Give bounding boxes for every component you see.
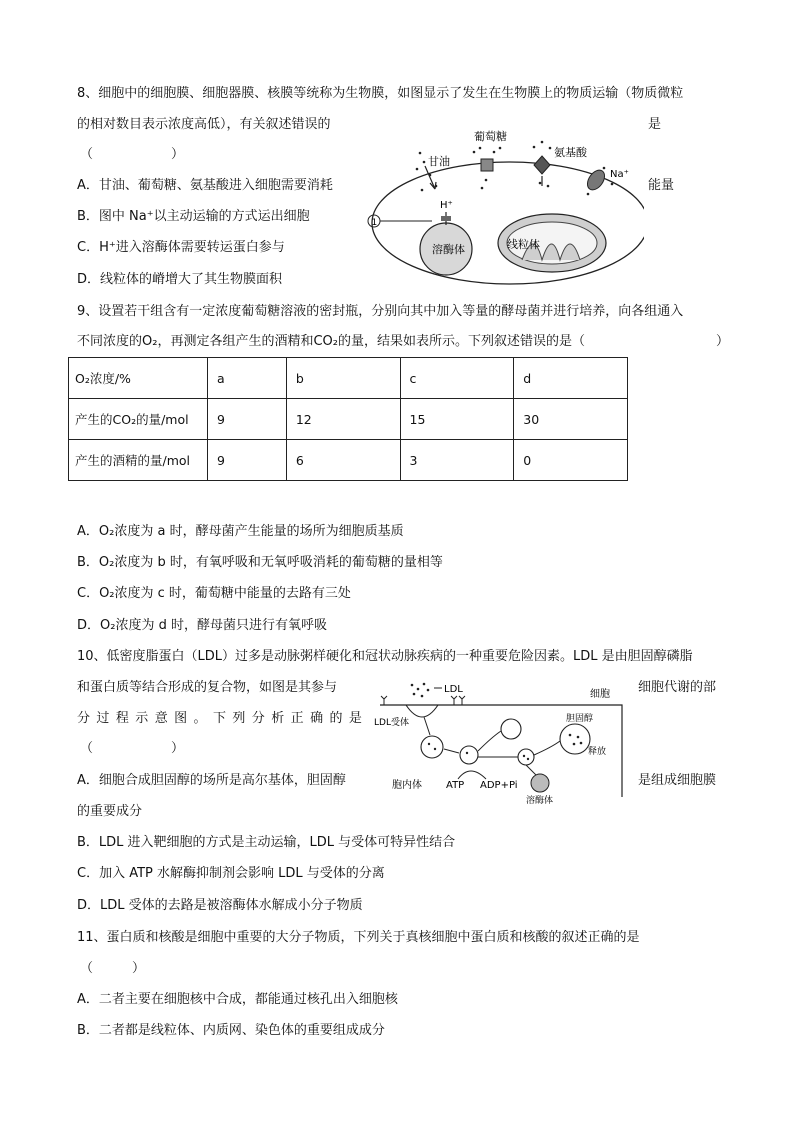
q9-option-a: A．O₂浓度为 a 时，酵母菌产生能量的场所为细胞质基质 xyxy=(77,524,404,539)
q8-option-a-tail: 能量 xyxy=(648,178,675,193)
ldl-receptor-label: LDL受体 xyxy=(374,718,409,728)
q8-option-d: D．线粒体的嵴增大了其生物膜面积 xyxy=(77,272,283,287)
atp-label: ATP xyxy=(446,780,465,791)
q8-stem-line1: 8、细胞中的细胞膜、细胞器膜、核膜等统称为生物膜，如图显示了发生在生物膜上的物质运输（物质微粒 xyxy=(77,86,684,101)
q10-option-a-cont: 的重要成分 xyxy=(77,804,143,819)
q11-stem-line1: 11、蛋白质和核酸是细胞中重要的大分子物质，下列关于真核细胞中蛋白质和核酸的叙述正确的是 xyxy=(77,930,640,945)
q10-option-c: C．加入 ATP 水解酶抑制剂会影响 LDL 与受体的分离 xyxy=(77,866,385,881)
table-cell: 6 xyxy=(286,440,400,481)
glucose-label: 葡萄糖 xyxy=(474,130,507,143)
cell-label: 细胞 xyxy=(590,689,610,700)
amino-acid-carrier xyxy=(534,156,550,174)
table-header-cell: 产生的酒精的量/mol xyxy=(69,440,208,481)
q11-option-a: A．二者主要在细胞核中合成，都能通过核孔出入细胞核 xyxy=(77,992,398,1007)
release-label: 释放 xyxy=(588,747,607,757)
q8-option-c: C．H⁺进入溶酶体需要转运蛋白参与 xyxy=(77,240,285,255)
q10-option-a-tail: 是组成细胞膜 xyxy=(638,773,717,788)
q9-stem-line2: 不同浓度的O₂，再测定各组产生的酒精和CO₂的量，结果如表所示。下列叙述错误的是（ xyxy=(77,334,585,349)
q11-option-b: B．二者都是线粒体、内质网、染色体的重要组成成分 xyxy=(77,1023,385,1038)
q8-answer-blank: （ ） xyxy=(80,147,185,162)
table-row xyxy=(69,440,628,481)
q8-membrane-transport-figure xyxy=(362,128,644,290)
q10-answer-blank: （ ） xyxy=(80,741,185,756)
circled-one-label: 1 xyxy=(371,218,378,228)
mitochondrion-label: 线粒体 xyxy=(507,238,540,251)
amino-acid-label: 氨基酸 xyxy=(554,146,587,159)
cholesterol-vesicle xyxy=(560,724,590,754)
q9-option-d: D．O₂浓度为 d 时，酵母菌只进行有氧呼吸 xyxy=(77,618,327,633)
glucose-carrier xyxy=(481,159,493,171)
table-cell: a xyxy=(208,358,287,399)
q9-stem-line2-end: ） xyxy=(716,334,730,349)
adp-pi-label: ADP+Pi xyxy=(480,780,518,791)
q10-stem-line3: 分 过 程 示 意 图 。 下 列 分 析 正 确 的 是 xyxy=(77,711,362,726)
cholesterol-label: 胆固醇 xyxy=(566,714,594,724)
table-cell: b xyxy=(286,358,400,399)
table-cell: 9 xyxy=(208,399,287,440)
table-cell: d xyxy=(514,358,628,399)
q8-stem-line2-tail: 是 xyxy=(648,117,662,132)
q9-stem-line1: 9、设置若干组含有一定浓度葡萄糖溶液的密封瓶，分别向其中加入等量的酵母菌并进行培养，向各组通入 xyxy=(77,304,684,319)
q10-stem-line2-tail: 细胞代谢的部 xyxy=(638,680,717,695)
table-cell: 3 xyxy=(400,440,514,481)
q8-stem-line2: 的相对数目表示浓度高低），有关叙述错误的 xyxy=(77,117,331,132)
q10-stem-line1: 10、低密度脂蛋白（LDL）过多是动脉粥样硬化和冠状动脉疾病的一种重要危险因素。LDL 是由胆固醇磷脂 xyxy=(77,649,693,664)
sodium-pump xyxy=(584,167,608,193)
glycerol-label: 甘油 xyxy=(428,155,450,168)
table-cell: c xyxy=(400,358,514,399)
lysosome-shape xyxy=(531,774,549,792)
endosome-label: 胞内体 xyxy=(392,780,422,791)
q11-answer-blank: （ ） xyxy=(80,961,146,976)
table-row xyxy=(69,358,628,399)
ldl-receptors xyxy=(381,696,465,705)
ldl-label: LDL xyxy=(444,684,463,695)
proton-label: H⁺ xyxy=(440,200,453,211)
q10-option-b: B．LDL 进入靶细胞的方式是主动运输，LDL 与受体可特异性结合 xyxy=(77,835,456,850)
q10-option-a: A．细胞合成胆固醇的场所是高尔基体，胆固醇 xyxy=(77,773,346,788)
q10-stem-line2: 和蛋白质等结合形成的复合物，如图是其参与 xyxy=(77,680,338,695)
table-row xyxy=(69,399,628,440)
endosome-vesicle xyxy=(421,736,443,758)
q9-option-c: C．O₂浓度为 c 时，葡萄糖中能量的去路有三处 xyxy=(77,586,351,601)
table-cell: 30 xyxy=(514,399,628,440)
table-cell: 9 xyxy=(208,440,287,481)
table-cell: 15 xyxy=(400,399,514,440)
sodium-label: Na⁺ xyxy=(610,169,629,180)
ldl-particles xyxy=(411,683,430,698)
table-cell: 12 xyxy=(286,399,400,440)
table-cell: 0 xyxy=(514,440,628,481)
q9-data-table xyxy=(68,357,628,481)
table-header-cell: O₂浓度/% xyxy=(69,358,208,399)
lysosome-label: 溶酶体 xyxy=(432,243,465,256)
lysosome-label: 溶酶体 xyxy=(526,796,554,806)
q8-option-b: B．图中 Na⁺以主动运输的方式运出细胞 xyxy=(77,209,310,224)
q9-option-b: B．O₂浓度为 b 时，有氧呼吸和无氧呼吸消耗的葡萄糖的量相等 xyxy=(77,555,443,570)
q10-option-d: D．LDL 受体的去路是被溶酶体水解成小分子物质 xyxy=(77,898,363,913)
q8-option-a: A．甘油、葡萄糖、氨基酸进入细胞需要消耗 xyxy=(77,178,333,193)
q10-ldl-metabolism-figure xyxy=(370,677,632,807)
table-header-cell: 产生的CO₂的量/mol xyxy=(69,399,208,440)
